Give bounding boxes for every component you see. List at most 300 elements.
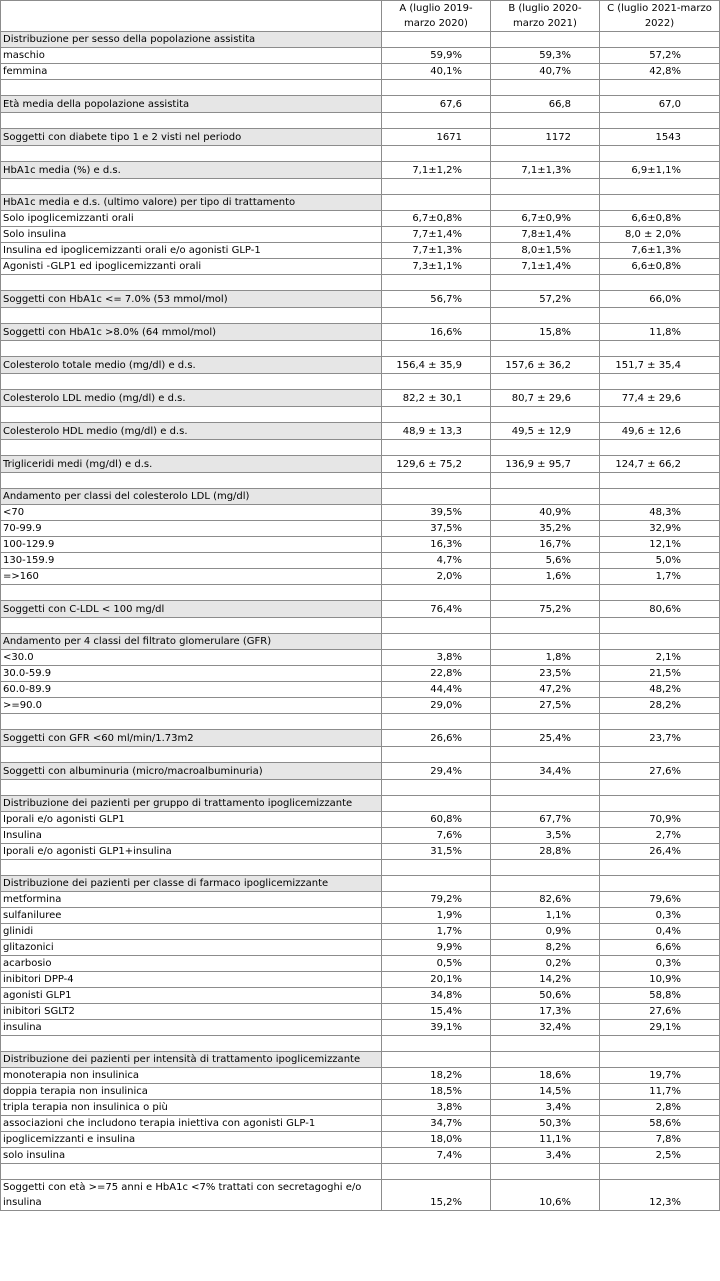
spacer-cell [491,407,600,423]
value-cell-c: 42,8% [600,64,720,80]
value-cell-a: 1,9% [382,908,491,924]
spacer-cell [600,146,720,162]
value-cell-b: 25,4% [491,730,600,747]
spacer-cell [491,275,600,291]
value-cell-b: 7,1±1,3% [491,162,600,179]
spacer-cell [1,585,382,601]
value-cell-a: 129,6 ± 75,2 [382,456,491,473]
table-row [1,730,720,747]
value-cell-c: 11,8% [600,324,720,341]
value-cell-a: 7,4% [382,1148,491,1164]
spacer-cell [491,146,600,162]
value-cell-c: 2,5% [600,1148,720,1164]
spacer-cell [382,308,491,324]
spacer-cell [382,113,491,129]
spacer-cell [600,860,720,876]
value-cell-c: 57,2% [600,48,720,64]
empty-cell [491,796,600,812]
spacer-cell [1,146,382,162]
value-cell-b: 7,8±1,4% [491,227,600,243]
row-label: monoterapia non insulinica [1,1068,382,1084]
value-cell-b: 10,6% [491,1180,600,1211]
spacer-cell [600,714,720,730]
value-cell-b: 157,6 ± 36,2 [491,357,600,374]
row-label: Soggetti con età >=75 anni e HbA1c <7% trattati con secretagoghi e/o insulina [1,1180,382,1211]
value-cell-c: 32,9% [600,521,720,537]
table-row [1,601,720,618]
spacer-row [1,747,720,763]
row-label: Soggetti con albuminuria (micro/macroalbuminuria) [1,763,382,780]
value-cell-c: 12,1% [600,537,720,553]
spacer-row [1,714,720,730]
empty-cell [600,195,720,211]
value-cell-a: 79,2% [382,892,491,908]
value-cell-b: 34,4% [491,763,600,780]
value-cell-c: 80,6% [600,601,720,618]
row-label: metformina [1,892,382,908]
value-cell-b: 1172 [491,129,600,146]
spacer-cell [382,473,491,489]
header-col-b: B (luglio 2020-marzo 2021) [491,1,600,32]
spacer-cell [491,747,600,763]
row-label: inibitori SGLT2 [1,1004,382,1020]
spacer-cell [491,780,600,796]
spacer-cell [491,308,600,324]
table-row [1,48,720,64]
value-cell-c: 124,7 ± 66,2 [600,456,720,473]
header-blank [1,1,382,32]
spacer-row [1,1036,720,1052]
value-cell-b: 0,9% [491,924,600,940]
table-row [1,390,720,407]
spacer-cell [600,780,720,796]
spacer-cell [382,146,491,162]
table-row [1,1100,720,1116]
empty-cell [600,634,720,650]
value-cell-c: 77,4 ± 29,6 [600,390,720,407]
spacer-cell [382,860,491,876]
value-cell-c: 27,6% [600,763,720,780]
value-cell-c: 19,7% [600,1068,720,1084]
row-label: Agonisti -GLP1 ed ipoglicemizzanti orali [1,259,382,275]
value-cell-b: 17,3% [491,1004,600,1020]
value-cell-c: 21,5% [600,666,720,682]
value-cell-c: 11,7% [600,1084,720,1100]
table-body [1,32,720,1211]
table-row [1,924,720,940]
spacer-row [1,440,720,456]
row-label: Andamento per classi del colesterolo LDL (mg/dl) [1,489,382,505]
spacer-cell [1,113,382,129]
empty-cell [382,796,491,812]
spacer-cell [382,1036,491,1052]
table-row [1,940,720,956]
value-cell-a: 6,7±0,8% [382,211,491,227]
value-cell-c: 2,1% [600,650,720,666]
header-col-a: A (luglio 2019-marzo 2020) [382,1,491,32]
spacer-row [1,179,720,195]
row-label: acarbosio [1,956,382,972]
table-row [1,1020,720,1036]
value-cell-a: 156,4 ± 35,9 [382,357,491,374]
value-cell-c: 6,6% [600,940,720,956]
value-cell-a: 29,4% [382,763,491,780]
row-label: solo insulina [1,1148,382,1164]
row-label: inibitori DPP-4 [1,972,382,988]
value-cell-b: 6,7±0,9% [491,211,600,227]
value-cell-b: 40,9% [491,505,600,521]
value-cell-b: 14,2% [491,972,600,988]
value-cell-c: 66,0% [600,291,720,308]
value-cell-c: 6,9±1,1% [600,162,720,179]
value-cell-b: 8,0±1,5% [491,243,600,259]
row-label: HbA1c media (%) e d.s. [1,162,382,179]
row-label: 130-159.9 [1,553,382,569]
value-cell-a: 34,8% [382,988,491,1004]
section-header-row [1,634,720,650]
value-cell-b: 82,6% [491,892,600,908]
value-cell-c: 49,6 ± 12,6 [600,423,720,440]
table-row [1,553,720,569]
row-label: Insulina [1,828,382,844]
spacer-cell [1,473,382,489]
spacer-row [1,113,720,129]
table-row [1,521,720,537]
value-cell-a: 22,8% [382,666,491,682]
row-label: Soggetti con C-LDL < 100 mg/dl [1,601,382,618]
value-cell-c: 23,7% [600,730,720,747]
spacer-cell [382,585,491,601]
value-cell-b: 1,1% [491,908,600,924]
spacer-row [1,374,720,390]
value-cell-a: 39,5% [382,505,491,521]
row-label: maschio [1,48,382,64]
table-row [1,956,720,972]
row-label: Insulina ed ipoglicemizzanti orali e/o agonisti GLP-1 [1,243,382,259]
value-cell-b: 7,1±1,4% [491,259,600,275]
value-cell-b: 5,6% [491,553,600,569]
value-cell-b: 67,7% [491,812,600,828]
value-cell-a: 20,1% [382,972,491,988]
row-label: Solo ipoglicemizzanti orali [1,211,382,227]
value-cell-a: 48,9 ± 13,3 [382,423,491,440]
row-label: ipoglicemizzanti e insulina [1,1132,382,1148]
empty-cell [600,1052,720,1068]
value-cell-b: 15,8% [491,324,600,341]
row-label: =>160 [1,569,382,585]
table-row [1,988,720,1004]
spacer-cell [491,585,600,601]
spacer-cell [382,780,491,796]
value-cell-c: 27,6% [600,1004,720,1020]
spacer-cell [600,113,720,129]
value-cell-c: 26,4% [600,844,720,860]
empty-cell [600,796,720,812]
row-label: insulina [1,1020,382,1036]
empty-cell [382,1052,491,1068]
header-col-c: C (luglio 2021-marzo 2022) [600,1,720,32]
spacer-row [1,275,720,291]
row-label: Solo insulina [1,227,382,243]
spacer-cell [1,1164,382,1180]
table-row [1,162,720,179]
value-cell-a: 0,5% [382,956,491,972]
value-cell-a: 7,6% [382,828,491,844]
value-cell-b: 16,7% [491,537,600,553]
spacer-cell [491,374,600,390]
value-cell-b: 3,5% [491,828,600,844]
spacer-cell [1,308,382,324]
value-cell-b: 28,8% [491,844,600,860]
spacer-cell [1,618,382,634]
table-row [1,650,720,666]
table-row [1,505,720,521]
spacer-cell [600,618,720,634]
row-label: femmina [1,64,382,80]
row-label: Distribuzione dei pazienti per gruppo di trattamento ipoglicemizzante [1,796,382,812]
value-cell-b: 0,2% [491,956,600,972]
value-cell-c: 8,0 ± 2,0% [600,227,720,243]
value-cell-b: 75,2% [491,601,600,618]
value-cell-c: 10,9% [600,972,720,988]
value-cell-b: 50,3% [491,1116,600,1132]
value-cell-c: 28,2% [600,698,720,714]
section-header-row [1,32,720,48]
table-row [1,129,720,146]
table-row [1,666,720,682]
value-cell-a: 44,4% [382,682,491,698]
header-row [1,1,720,32]
row-label: Colesterolo totale medio (mg/dl) e d.s. [1,357,382,374]
value-cell-c: 1,7% [600,569,720,585]
spacer-cell [491,179,600,195]
value-cell-a: 4,7% [382,553,491,569]
value-cell-c: 48,3% [600,505,720,521]
value-cell-c: 6,6±0,8% [600,259,720,275]
empty-cell [491,32,600,48]
row-label: Colesterolo LDL medio (mg/dl) e d.s. [1,390,382,407]
value-cell-c: 7,6±1,3% [600,243,720,259]
table-row [1,456,720,473]
spacer-cell [1,341,382,357]
table-row [1,908,720,924]
empty-cell [382,32,491,48]
empty-cell [600,489,720,505]
value-cell-a: 18,0% [382,1132,491,1148]
value-cell-a: 37,5% [382,521,491,537]
value-cell-a: 15,2% [382,1180,491,1211]
row-label: Colesterolo HDL medio (mg/dl) e d.s. [1,423,382,440]
spacer-cell [1,80,382,96]
value-cell-b: 18,6% [491,1068,600,1084]
row-label: Iporali e/o agonisti GLP1+insulina [1,844,382,860]
value-cell-a: 60,8% [382,812,491,828]
spacer-cell [600,179,720,195]
row-label: Soggetti con GFR <60 ml/min/1.73m2 [1,730,382,747]
table-row [1,243,720,259]
empty-cell [382,489,491,505]
row-label: >=90.0 [1,698,382,714]
spacer-row [1,585,720,601]
table-row [1,291,720,308]
spacer-row [1,407,720,423]
spacer-cell [600,747,720,763]
value-cell-a: 18,5% [382,1084,491,1100]
spacer-cell [600,275,720,291]
value-cell-a: 39,1% [382,1020,491,1036]
value-cell-b: 11,1% [491,1132,600,1148]
spacer-cell [382,341,491,357]
spacer-row [1,1164,720,1180]
spacer-cell [1,747,382,763]
table-row [1,812,720,828]
value-cell-a: 67,6 [382,96,491,113]
value-cell-b: 23,5% [491,666,600,682]
section-header-row [1,195,720,211]
empty-cell [491,634,600,650]
value-cell-b: 3,4% [491,1100,600,1116]
empty-cell [491,195,600,211]
value-cell-a: 1671 [382,129,491,146]
table-row [1,569,720,585]
row-label: Soggetti con HbA1c >8.0% (64 mmol/mol) [1,324,382,341]
value-cell-c: 2,8% [600,1100,720,1116]
table-row [1,357,720,374]
value-cell-a: 7,1±1,2% [382,162,491,179]
row-label: Iporali e/o agonisti GLP1 [1,812,382,828]
empty-cell [491,489,600,505]
value-cell-b: 3,4% [491,1148,600,1164]
value-cell-c: 29,1% [600,1020,720,1036]
value-cell-b: 40,7% [491,64,600,80]
value-cell-a: 7,7±1,4% [382,227,491,243]
table-row [1,1068,720,1084]
value-cell-a: 3,8% [382,650,491,666]
spacer-row [1,618,720,634]
row-label: Distribuzione per sesso della popolazione assistita [1,32,382,48]
value-cell-c: 58,8% [600,988,720,1004]
spacer-cell [1,780,382,796]
table-row [1,423,720,440]
table-row [1,892,720,908]
value-cell-a: 34,7% [382,1116,491,1132]
table-row [1,828,720,844]
table-row [1,1004,720,1020]
row-label: Andamento per 4 classi del filtrato glomerulare (GFR) [1,634,382,650]
value-cell-a: 82,2 ± 30,1 [382,390,491,407]
section-header-row [1,796,720,812]
value-cell-b: 50,6% [491,988,600,1004]
value-cell-b: 57,2% [491,291,600,308]
empty-cell [491,1052,600,1068]
spacer-cell [382,1164,491,1180]
row-label: Soggetti con HbA1c <= 7.0% (53 mmol/mol) [1,291,382,308]
value-cell-c: 58,6% [600,1116,720,1132]
table-row [1,96,720,113]
value-cell-a: 18,2% [382,1068,491,1084]
section-header-row [1,489,720,505]
spacer-row [1,473,720,489]
value-cell-c: 5,0% [600,553,720,569]
spacer-row [1,860,720,876]
table-row [1,64,720,80]
spacer-cell [491,860,600,876]
value-cell-b: 1,6% [491,569,600,585]
row-label: Soggetti con diabete tipo 1 e 2 visti nel periodo [1,129,382,146]
row-label: glinidi [1,924,382,940]
empty-cell [382,195,491,211]
value-cell-c: 12,3% [600,1180,720,1211]
table-row [1,972,720,988]
row-label: 60.0-89.9 [1,682,382,698]
table-row [1,763,720,780]
table-row [1,1180,720,1211]
spacer-cell [382,275,491,291]
spacer-cell [1,179,382,195]
table-row [1,698,720,714]
spacer-cell [491,80,600,96]
spacer-cell [1,1036,382,1052]
value-cell-c: 70,9% [600,812,720,828]
value-cell-a: 9,9% [382,940,491,956]
spacer-cell [1,374,382,390]
spacer-cell [491,440,600,456]
spacer-row [1,146,720,162]
spacer-cell [1,440,382,456]
empty-cell [491,876,600,892]
value-cell-b: 27,5% [491,698,600,714]
value-cell-a: 40,1% [382,64,491,80]
spacer-cell [600,80,720,96]
value-cell-b: 66,8 [491,96,600,113]
value-cell-a: 1,7% [382,924,491,940]
spacer-cell [382,179,491,195]
value-cell-c: 6,6±0,8% [600,211,720,227]
row-label: glitazonici [1,940,382,956]
spacer-cell [491,341,600,357]
value-cell-c: 0,4% [600,924,720,940]
value-cell-b: 1,8% [491,650,600,666]
value-cell-b: 14,5% [491,1084,600,1100]
spacer-cell [1,860,382,876]
table-row [1,227,720,243]
spacer-cell [600,585,720,601]
spacer-cell [382,407,491,423]
row-label: sulfaniluree [1,908,382,924]
row-label: doppia terapia non insulinica [1,1084,382,1100]
value-cell-a: 7,3±1,1% [382,259,491,275]
row-label: <70 [1,505,382,521]
row-label: tripla terapia non insulinica o più [1,1100,382,1116]
empty-cell [382,634,491,650]
value-cell-b: 80,7 ± 29,6 [491,390,600,407]
spacer-row [1,308,720,324]
table-row [1,1116,720,1132]
value-cell-a: 56,7% [382,291,491,308]
spacer-cell [382,374,491,390]
value-cell-a: 2,0% [382,569,491,585]
value-cell-a: 16,3% [382,537,491,553]
spacer-cell [382,747,491,763]
table-row [1,259,720,275]
spacer-cell [491,714,600,730]
value-cell-b: 47,2% [491,682,600,698]
table-row [1,211,720,227]
spacer-cell [600,440,720,456]
table-row [1,537,720,553]
section-header-row [1,1052,720,1068]
row-label: associazioni che includono terapia iniettiva con agonisti GLP-1 [1,1116,382,1132]
